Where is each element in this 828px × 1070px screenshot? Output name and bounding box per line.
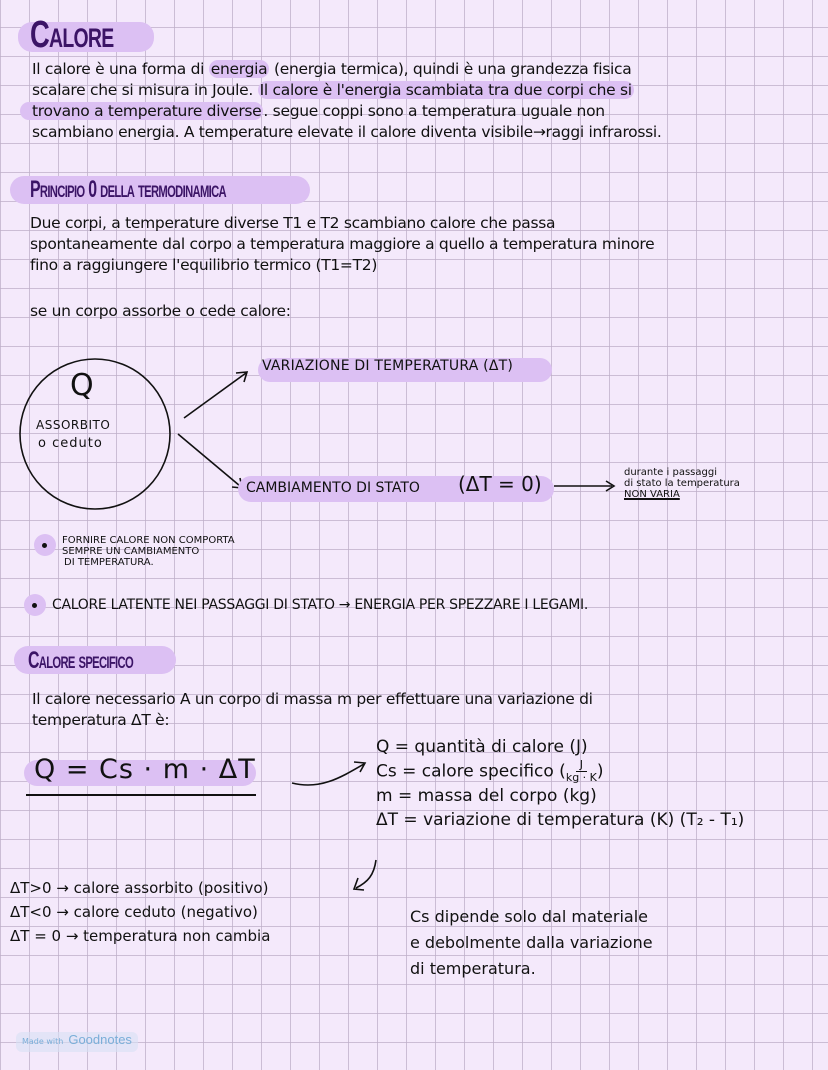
legend-arrows — [280, 750, 390, 900]
delta-t-cases: ΔT>0 → calore assorbito (positivo) ΔT<0 → calore ceduto (negativo) ΔT = 0 → temperatura non cambia — [10, 879, 271, 945]
circle-outline — [20, 359, 170, 509]
formula-legend: Q = quantità di calore (J) Cs = calore specifico ( $\frac{J}{kg \cdot K}$ ) m = massa del corpo (kg) ΔT = variazione di temperatura (K) (T₂ - T₁) — [376, 737, 745, 830]
bullet-text: CALORE LATENTE NEI PASSAGGI DI STATO → ENERGIA PER SPEZZARE I LEGAMI. — [52, 597, 589, 613]
unit-fraction: $\frac{J}{kg \cdot K}$ — [565, 758, 597, 784]
section-title-principio-zero — [10, 176, 310, 204]
section-title-calore — [18, 14, 154, 56]
highlight: Il calore è l'energia scambiata tra due corpi che si — [259, 81, 632, 99]
para-line: temperatura ΔT è: — [32, 711, 170, 729]
section3-paragraph — [32, 689, 593, 731]
highlight: energia — [210, 60, 268, 78]
section2-paragraph — [30, 213, 654, 276]
circle-label-line1: ASSORBITO — [36, 418, 111, 432]
para-line: trovano a temperature diverse . segue coppi sono a temperatura uguale non — [20, 101, 662, 122]
para-line: Il calore necessario A un corpo di massa m per effettuare una variazione di — [32, 690, 593, 708]
formula-underline — [26, 794, 256, 796]
section-title-text: Principio 0 della termodinamica — [30, 176, 226, 203]
para-line: Il calore è una forma di energia (energia termica), quindi è una grandezza fisica — [32, 60, 632, 78]
branch-bottom-label: CAMBIAMENTO DI STATO — [246, 480, 420, 496]
cs-note: Cs dipende solo dal materiale e debolmente dalla variazione di temperatura. — [410, 907, 653, 978]
goodnotes-watermark: Made with Goodnotes — [16, 1032, 138, 1052]
section1-paragraph — [32, 59, 662, 143]
section-title-text: Calore specifico — [28, 647, 134, 674]
bullet-icon — [24, 594, 46, 616]
main-formula: Q = Cs · m · ΔT — [34, 754, 256, 785]
para-line: spontaneamente dal corpo a temperatura maggiore a quello a temperatura minore — [30, 235, 655, 253]
branch-bottom-formula: (ΔT = 0) — [458, 472, 542, 496]
section2-intro: se un corpo assorbe o cede calore: — [30, 302, 291, 320]
bullet-icon — [34, 534, 56, 556]
para-line: scambiano energia. A temperature elevate il calore diventa visibile→raggi infrarossi. — [32, 123, 662, 141]
bullet-text: FORNIRE CALORE NON COMPORTA SEMPRE UN CAMBIAMENTO DI TEMPERATURA. — [62, 535, 235, 568]
section-title-text: Calore — [30, 14, 114, 56]
highlight: trovano a temperature diverse — [20, 102, 263, 120]
branch-top-label: VARIAZIONE DI TEMPERATURA (ΔT) — [262, 358, 514, 374]
para-line: fino a raggiungere l'equilibrio termico (T1=T2) — [30, 256, 378, 274]
q-symbol: Q — [70, 368, 94, 403]
para-line: Due corpi, a temperature diverse T1 e T2 scambiano calore che passa — [30, 214, 556, 232]
circle-label-line2: o ceduto — [38, 436, 103, 451]
state-change-note: durante i passaggi di stato la temperatura NON VARIA — [624, 467, 740, 500]
section-title-calore-specifico — [14, 646, 176, 674]
para-line: scalare che si misura in Joule. Il calore è l'energia scambiata tra due corpi che si — [32, 81, 632, 99]
